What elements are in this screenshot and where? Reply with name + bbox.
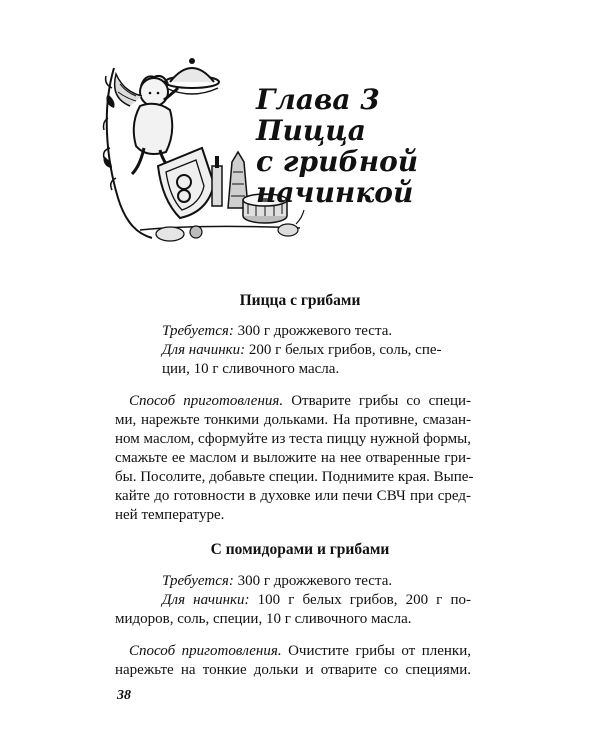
recipe2-method-first-line bbox=[129, 642, 471, 661]
method-text: Очистите грибы от пленки, bbox=[281, 643, 471, 659]
filling-label: Для начинки: bbox=[162, 342, 246, 358]
recipe1-method-line: кайте до готовности в духовке или печи СВЧ при сред- bbox=[115, 488, 471, 504]
recipe1-method-line: ми, нарежьте тонкими дольками. На противне, смазан- bbox=[115, 412, 471, 428]
filling-label: Для начинки: bbox=[162, 592, 250, 608]
chapter-title-line-2: Пицца bbox=[256, 114, 366, 147]
recipe2-filling bbox=[162, 591, 471, 610]
filling-text: 200 г белых грибов, соль, спе- bbox=[245, 342, 442, 358]
recipe1-method-first-line bbox=[129, 392, 471, 411]
chapter-title-line-1: Глава 3 bbox=[256, 83, 380, 116]
chapter-title-line-3: с грибной bbox=[256, 145, 419, 178]
method-label: Способ приготовления. bbox=[129, 393, 284, 409]
recipe1-filling bbox=[162, 341, 442, 360]
recipe1-method-line: ном маслом, сформуйте из теста пиццу нужной формы, bbox=[115, 431, 471, 447]
recipe2-method-line: нарежьте на тонкие дольки и отварите со специями. bbox=[115, 662, 471, 678]
requires-label: Требуется: bbox=[162, 573, 234, 589]
requires-text: 300 г дрожжевого теста. bbox=[233, 323, 393, 339]
recipe1-method-line: ней температуре. bbox=[115, 507, 225, 523]
recipe1-filling-cont: ции, 10 г сливочного масла. bbox=[162, 361, 340, 377]
recipe-title-with-tomatoes-and-mushrooms: С помидорами и грибами bbox=[210, 541, 390, 558]
recipe1-method-line: смажьте ее маслом и выложите на нее отваренные гри- bbox=[115, 450, 471, 466]
filling-text: 100 г белых грибов, 200 г по- bbox=[249, 592, 471, 608]
chapter-title-line-4: начинкой bbox=[256, 176, 414, 209]
method-label: Способ приготовления. bbox=[129, 643, 282, 659]
recipe1-method-line: бы. Посолите, добавьте специи. Поднимите края. Выпе- bbox=[115, 469, 474, 485]
method-text: Отварите грибы со специ- bbox=[283, 393, 471, 409]
recipe2-filling-cont: мидоров, соль, специи, 10 г сливочного масла. bbox=[115, 611, 412, 627]
recipe-title-pizza-with-mushrooms: Пицца с грибами bbox=[239, 292, 361, 309]
page-number: 38 bbox=[117, 688, 131, 703]
recipe1-requires bbox=[162, 322, 392, 341]
chapter-title bbox=[256, 84, 418, 208]
recipe2-requires bbox=[162, 572, 392, 591]
requires-text: 300 г дрожжевого теста. bbox=[233, 573, 393, 589]
requires-label: Требуется: bbox=[162, 323, 234, 339]
